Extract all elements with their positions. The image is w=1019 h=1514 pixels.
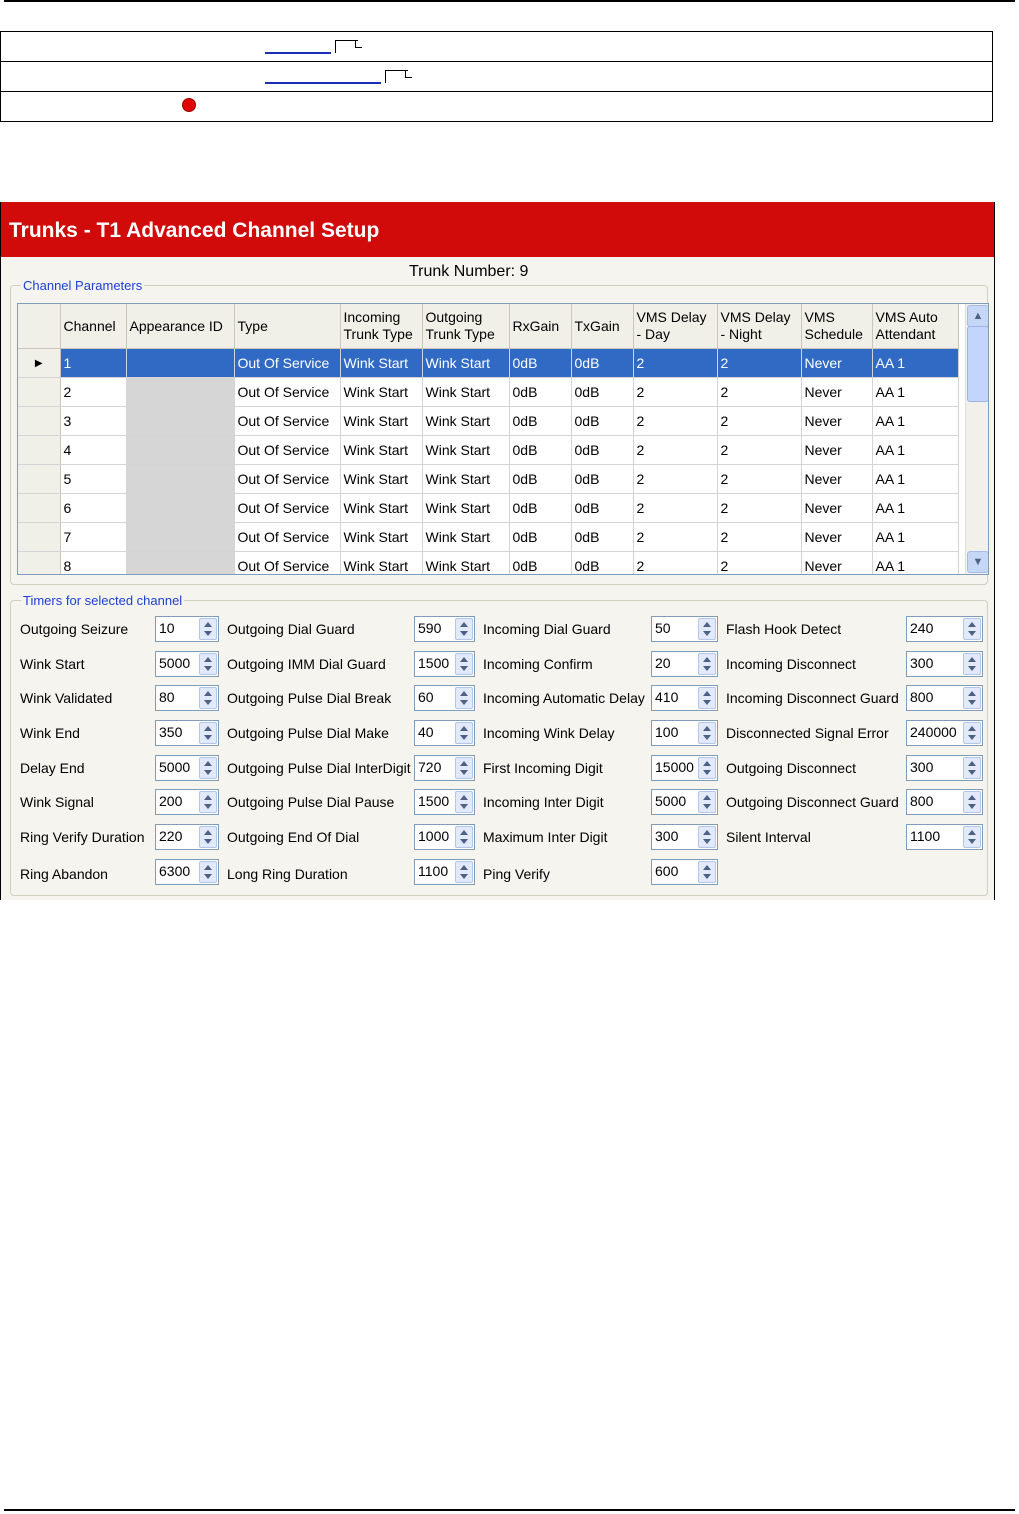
vms-auto-attendant-cell[interactable]: AA 1 [872, 349, 958, 378]
timer-label: Wink Validated [20, 690, 113, 706]
spin-updown-icon[interactable] [963, 687, 981, 709]
timer-spinbox[interactable] [651, 720, 718, 746]
timer-value[interactable]: 300 [910, 759, 934, 775]
type-cell[interactable]: Out Of Service [234, 378, 340, 407]
spin-updown-icon[interactable] [199, 791, 217, 813]
vms-delay-night-cell[interactable]: 2 [717, 378, 801, 407]
vms-schedule-cell[interactable]: Never [801, 349, 872, 378]
col-header[interactable]: Channel [60, 304, 126, 349]
spin-updown-icon[interactable] [455, 791, 473, 813]
timer-value[interactable]: 590 [418, 620, 442, 636]
timer-value[interactable]: 5000 [159, 655, 191, 671]
col-header[interactable]: VMS Delay - Night [717, 304, 801, 349]
timer-value[interactable]: 20 [655, 655, 671, 671]
spin-updown-icon[interactable] [698, 687, 716, 709]
spin-updown-icon[interactable] [199, 618, 217, 640]
txgain-cell[interactable]: 0dB [571, 378, 633, 407]
col-header[interactable]: VMS Schedule [801, 304, 872, 349]
timer-label: Outgoing End Of Dial [227, 829, 360, 845]
incoming-trunk-type-cell[interactable]: Wink Start [340, 349, 422, 378]
timer-label: Incoming Dial Guard [483, 621, 611, 637]
row-selector[interactable] [18, 494, 60, 523]
timer-value[interactable]: 1000 [418, 828, 450, 844]
txgain-cell[interactable]: 0dB [571, 552, 633, 576]
timer-spinbox[interactable] [414, 651, 475, 677]
rxgain-cell[interactable]: 0dB [509, 523, 571, 552]
row-header-corner [18, 304, 60, 349]
appearance-id-cell[interactable] [126, 523, 234, 552]
doc-link-1[interactable] [265, 52, 331, 54]
table-row[interactable] [18, 407, 958, 436]
vms-delay-day-cell[interactable]: 2 [633, 349, 717, 378]
incoming-trunk-type-cell[interactable]: Wink Start [340, 407, 422, 436]
timer-label: Incoming Disconnect [726, 656, 856, 672]
timer-spinbox[interactable] [155, 685, 219, 711]
outgoing-trunk-type-cell[interactable]: Wink Start [422, 465, 509, 494]
spin-updown-icon[interactable] [698, 618, 716, 640]
timer-value[interactable]: 100 [655, 724, 679, 740]
incoming-trunk-type-cell[interactable]: Wink Start [340, 378, 422, 407]
spin-updown-icon[interactable] [698, 653, 716, 675]
scroll-up-icon[interactable]: ▲ [967, 305, 989, 327]
col-header[interactable]: VMS Delay - Day [633, 304, 717, 349]
timer-spinbox[interactable] [651, 616, 718, 642]
timer-value[interactable]: 300 [655, 828, 679, 844]
vms-auto-attendant-cell[interactable]: AA 1 [872, 465, 958, 494]
timer-value[interactable]: 40 [418, 724, 434, 740]
timer-label: Outgoing Pulse Dial Pause [227, 794, 395, 810]
timer-value[interactable]: 1100 [910, 828, 941, 844]
channel-cell[interactable]: 6 [60, 494, 126, 523]
table-row[interactable] [18, 465, 958, 494]
timer-label: Outgoing Pulse Dial Break [227, 690, 392, 706]
timer-spinbox[interactable] [155, 755, 219, 781]
col-header[interactable]: Incoming Trunk Type [340, 304, 422, 349]
vms-auto-attendant-cell[interactable]: AA 1 [872, 523, 958, 552]
channel-cell[interactable]: 7 [60, 523, 126, 552]
timer-spinbox[interactable] [414, 824, 475, 850]
spin-updown-icon[interactable] [455, 861, 473, 883]
timer-spinbox[interactable] [651, 685, 718, 711]
col-header[interactable]: VMS Auto Attendant [872, 304, 958, 349]
timer-label: Wink Signal [20, 794, 94, 810]
doc-link-2[interactable] [265, 82, 381, 84]
channel-cell[interactable]: 1 [60, 349, 126, 378]
spin-updown-icon[interactable] [199, 687, 217, 709]
spin-updown-icon[interactable] [199, 722, 217, 744]
table-row[interactable] [18, 494, 958, 523]
appearance-id-cell[interactable] [126, 436, 234, 465]
timer-value[interactable]: 200 [159, 793, 183, 809]
t1-advanced-channel-setup-window [0, 202, 995, 900]
row-selector[interactable] [18, 523, 60, 552]
txgain-cell[interactable]: 0dB [571, 494, 633, 523]
timer-value[interactable]: 240 [910, 620, 934, 636]
vms-delay-night-cell[interactable]: 2 [717, 465, 801, 494]
incoming-trunk-type-cell[interactable]: Wink Start [340, 494, 422, 523]
rxgain-cell[interactable]: 0dB [509, 349, 571, 378]
timer-spinbox[interactable] [906, 651, 983, 677]
row-selector[interactable] [18, 465, 60, 494]
timer-spinbox[interactable] [155, 824, 219, 850]
row-selector[interactable] [18, 407, 60, 436]
spin-updown-icon[interactable] [963, 653, 981, 675]
col-header[interactable]: Appearance ID [126, 304, 234, 349]
rxgain-cell[interactable]: 0dB [509, 552, 571, 576]
timer-label: Flash Hook Detect [726, 621, 842, 637]
channel-cell[interactable]: 4 [60, 436, 126, 465]
vms-schedule-cell[interactable]: Never [801, 378, 872, 407]
timer-spinbox[interactable] [906, 720, 983, 746]
crop-mark-icon [385, 70, 408, 83]
timer-value[interactable]: 220 [159, 828, 183, 844]
spin-updown-icon[interactable] [455, 618, 473, 640]
appearance-id-cell[interactable] [126, 378, 234, 407]
timer-spinbox[interactable] [651, 859, 718, 885]
rxgain-cell[interactable]: 0dB [509, 465, 571, 494]
scroll-thumb[interactable] [967, 326, 989, 402]
incoming-trunk-type-cell[interactable]: Wink Start [340, 465, 422, 494]
timer-label: Incoming Wink Delay [483, 725, 615, 741]
vms-delay-day-cell[interactable]: 2 [633, 523, 717, 552]
vms-delay-day-cell[interactable]: 2 [633, 378, 717, 407]
vms-schedule-cell[interactable]: Never [801, 465, 872, 494]
spin-updown-icon[interactable] [199, 653, 217, 675]
vms-delay-night-cell[interactable]: 2 [717, 436, 801, 465]
timer-label: Incoming Confirm [483, 656, 593, 672]
outgoing-trunk-type-cell[interactable]: Wink Start [422, 436, 509, 465]
vms-auto-attendant-cell[interactable]: AA 1 [872, 494, 958, 523]
type-cell[interactable]: Out Of Service [234, 465, 340, 494]
vms-schedule-cell[interactable]: Never [801, 552, 872, 576]
timer-label: Outgoing Pulse Dial InterDigit [227, 760, 411, 776]
spin-updown-icon[interactable] [963, 791, 981, 813]
vms-auto-attendant-cell[interactable]: AA 1 [872, 407, 958, 436]
row-pointer-icon: ▶ [34, 357, 43, 369]
timer-spinbox[interactable] [414, 789, 475, 815]
spin-updown-icon[interactable] [199, 826, 217, 848]
type-cell[interactable]: Out Of Service [234, 523, 340, 552]
outgoing-trunk-type-cell[interactable]: Wink Start [422, 378, 509, 407]
title-bar [1, 202, 994, 257]
table-row[interactable] [18, 436, 958, 465]
timer-spinbox[interactable] [155, 720, 219, 746]
timer-label: Outgoing Disconnect [726, 760, 856, 776]
timer-value[interactable]: 1500 [418, 793, 450, 809]
spin-updown-icon[interactable] [199, 757, 217, 779]
txgain-cell[interactable]: 0dB [571, 407, 633, 436]
table-row[interactable] [18, 378, 958, 407]
spin-updown-icon[interactable] [455, 826, 473, 848]
incoming-trunk-type-cell[interactable]: Wink Start [340, 523, 422, 552]
timer-spinbox[interactable] [414, 685, 475, 711]
spin-updown-icon[interactable] [698, 791, 716, 813]
table-row[interactable] [18, 523, 958, 552]
window-title: Trunks - T1 Advanced Channel Setup [9, 219, 380, 242]
doc-row-1 [1, 32, 993, 62]
timer-spinbox[interactable] [651, 651, 718, 677]
timer-label: Outgoing Dial Guard [227, 621, 355, 637]
timer-value[interactable]: 800 [910, 689, 934, 705]
row-selector[interactable] [18, 378, 60, 407]
channel-grid[interactable] [17, 303, 989, 575]
appearance-id-cell[interactable] [126, 349, 234, 378]
timer-label: Wink End [20, 725, 80, 741]
timer-label: Delay End [20, 760, 85, 776]
spin-updown-icon[interactable] [698, 826, 716, 848]
timer-label: Outgoing Seizure [20, 621, 129, 637]
col-header[interactable]: Outgoing Trunk Type [422, 304, 509, 349]
timers-group [10, 593, 988, 896]
outgoing-trunk-type-cell[interactable]: Wink Start [422, 407, 509, 436]
spin-updown-icon[interactable] [963, 757, 981, 779]
rxgain-cell[interactable]: 0dB [509, 436, 571, 465]
spin-updown-icon[interactable] [963, 722, 981, 744]
vms-delay-day-cell[interactable]: 2 [633, 436, 717, 465]
timer-label: Ring Abandon [20, 866, 108, 882]
timer-spinbox[interactable] [651, 824, 718, 850]
channel-parameters-legend: Channel Parameters [23, 278, 143, 293]
spin-updown-icon[interactable] [698, 757, 716, 779]
doc-row-3 [1, 92, 993, 122]
trunk-number-label: Trunk Number: 9 [409, 263, 529, 280]
grid-header-row [18, 304, 958, 349]
type-cell[interactable]: Out Of Service [234, 407, 340, 436]
txgain-cell[interactable]: 0dB [571, 523, 633, 552]
timer-spinbox[interactable] [906, 824, 983, 850]
appearance-id-cell[interactable] [126, 552, 234, 576]
channel-cell[interactable]: 2 [60, 378, 126, 407]
vms-auto-attendant-cell[interactable]: AA 1 [872, 378, 958, 407]
rxgain-cell[interactable]: 0dB [509, 407, 571, 436]
timer-value[interactable]: 1500 [418, 655, 450, 671]
type-cell[interactable]: Out Of Service [234, 349, 340, 378]
vms-delay-night-cell[interactable]: 2 [717, 349, 801, 378]
type-cell[interactable]: Out Of Service [234, 436, 340, 465]
incoming-trunk-type-cell[interactable]: Wink Start [340, 436, 422, 465]
spin-updown-icon[interactable] [455, 722, 473, 744]
page-top-rule [4, 0, 1015, 2]
timer-label: Ring Verify Duration [20, 829, 145, 845]
vms-delay-night-cell[interactable]: 2 [717, 552, 801, 576]
vms-schedule-cell[interactable]: Never [801, 523, 872, 552]
timer-label: Outgoing Pulse Dial Make [227, 725, 389, 741]
timer-label: Outgoing Disconnect Guard [726, 794, 899, 810]
timer-value[interactable]: 600 [655, 863, 679, 879]
col-header[interactable]: RxGain [509, 304, 571, 349]
timer-spinbox[interactable] [155, 616, 219, 642]
timer-value[interactable]: 720 [418, 759, 442, 775]
appearance-id-cell[interactable] [126, 494, 234, 523]
spin-updown-icon[interactable] [963, 618, 981, 640]
timer-spinbox[interactable] [414, 720, 475, 746]
outgoing-trunk-type-cell[interactable]: Wink Start [422, 523, 509, 552]
row-selector[interactable] [18, 552, 60, 576]
timer-spinbox[interactable] [906, 685, 983, 711]
vms-schedule-cell[interactable]: Never [801, 494, 872, 523]
timer-value[interactable]: 240000 [910, 724, 957, 740]
channel-cell[interactable]: 5 [60, 465, 126, 494]
timer-spinbox[interactable] [414, 755, 475, 781]
grid-vertical-scrollbar[interactable] [965, 304, 988, 574]
vms-auto-attendant-cell[interactable]: AA 1 [872, 436, 958, 465]
timer-spinbox[interactable] [155, 651, 219, 677]
incoming-trunk-type-cell[interactable]: Wink Start [340, 552, 422, 576]
timer-spinbox[interactable] [155, 859, 219, 885]
vms-schedule-cell[interactable]: Never [801, 436, 872, 465]
row-selector[interactable] [18, 436, 60, 465]
vms-auto-attendant-cell[interactable]: AA 1 [872, 552, 958, 576]
vms-delay-day-cell[interactable]: 2 [633, 465, 717, 494]
timer-value[interactable]: 5000 [655, 793, 687, 809]
spin-updown-icon[interactable] [455, 687, 473, 709]
timer-value[interactable]: 6300 [159, 863, 191, 879]
spin-updown-icon[interactable] [698, 722, 716, 744]
col-header[interactable]: Type [234, 304, 340, 349]
timer-spinbox[interactable] [651, 789, 718, 815]
timer-spinbox[interactable] [155, 789, 219, 815]
table-row[interactable] [18, 552, 958, 576]
page-bottom-rule [4, 1509, 1015, 1511]
channel-cell[interactable]: 3 [60, 407, 126, 436]
txgain-cell[interactable]: 0dB [571, 349, 633, 378]
channel-cell[interactable]: 8 [60, 552, 126, 576]
appearance-id-cell[interactable] [126, 407, 234, 436]
vms-delay-night-cell[interactable]: 2 [717, 523, 801, 552]
txgain-cell[interactable]: 0dB [571, 465, 633, 494]
timer-label: Incoming Inter Digit [483, 794, 604, 810]
outgoing-trunk-type-cell[interactable]: Wink Start [422, 349, 509, 378]
rxgain-cell[interactable]: 0dB [509, 494, 571, 523]
timer-label: Disconnected Signal Error [726, 725, 889, 741]
outgoing-trunk-type-cell[interactable]: Wink Start [422, 494, 509, 523]
outgoing-trunk-type-cell[interactable]: Wink Start [422, 552, 509, 576]
timer-value[interactable]: 15000 [655, 759, 694, 775]
vms-delay-night-cell[interactable]: 2 [717, 494, 801, 523]
vms-delay-day-cell[interactable]: 2 [633, 407, 717, 436]
scroll-down-icon[interactable]: ▼ [967, 551, 989, 573]
timer-label: Incoming Disconnect Guard [726, 690, 899, 706]
timer-value[interactable]: 50 [655, 620, 671, 636]
timer-spinbox[interactable] [651, 755, 718, 781]
txgain-cell[interactable]: 0dB [571, 436, 633, 465]
rxgain-cell[interactable]: 0dB [509, 378, 571, 407]
document-property-table [0, 31, 993, 122]
timer-value[interactable]: 5000 [159, 759, 191, 775]
timer-label: Ping Verify [483, 866, 550, 882]
spin-updown-icon[interactable] [455, 653, 473, 675]
timer-value[interactable]: 1100 [418, 863, 449, 879]
timer-spinbox[interactable] [906, 755, 983, 781]
timer-value[interactable]: 800 [910, 793, 934, 809]
timer-label: Incoming Automatic Delay [483, 690, 645, 706]
timer-label: Outgoing IMM Dial Guard [227, 656, 386, 672]
channel-table [18, 304, 959, 575]
timer-label: Maximum Inter Digit [483, 829, 608, 845]
vms-schedule-cell[interactable]: Never [801, 407, 872, 436]
timer-value[interactable]: 410 [655, 689, 679, 705]
timer-value[interactable]: 350 [159, 724, 183, 740]
appearance-id-cell[interactable] [126, 465, 234, 494]
doc-row-2 [1, 62, 993, 92]
spin-updown-icon[interactable] [698, 861, 716, 883]
spin-updown-icon[interactable] [199, 861, 217, 883]
timer-spinbox[interactable] [414, 616, 475, 642]
timer-value[interactable]: 10 [159, 620, 175, 636]
timer-spinbox[interactable] [906, 616, 983, 642]
crop-mark-icon [335, 40, 358, 53]
timer-label: Silent Interval [726, 829, 811, 845]
timer-label: Wink Start [20, 656, 85, 672]
spin-updown-icon[interactable] [455, 757, 473, 779]
type-cell[interactable]: Out Of Service [234, 552, 340, 576]
timer-spinbox[interactable] [906, 789, 983, 815]
timer-value[interactable]: 300 [910, 655, 934, 671]
timer-label: Long Ring Duration [227, 866, 348, 882]
vms-delay-day-cell[interactable]: 2 [633, 552, 717, 576]
timer-value[interactable]: 60 [418, 689, 434, 705]
vms-delay-night-cell[interactable]: 2 [717, 407, 801, 436]
timers-legend: Timers for selected channel [23, 593, 183, 608]
type-cell[interactable]: Out Of Service [234, 494, 340, 523]
col-header[interactable]: TxGain [571, 304, 633, 349]
timer-label: First Incoming Digit [483, 760, 603, 776]
status-dot-icon [182, 98, 196, 112]
table-row[interactable] [18, 349, 958, 378]
spin-updown-icon[interactable] [963, 826, 981, 848]
row-selector[interactable] [18, 349, 60, 378]
timer-value[interactable]: 80 [159, 689, 175, 705]
vms-delay-day-cell[interactable]: 2 [633, 494, 717, 523]
timer-spinbox[interactable] [414, 859, 475, 885]
